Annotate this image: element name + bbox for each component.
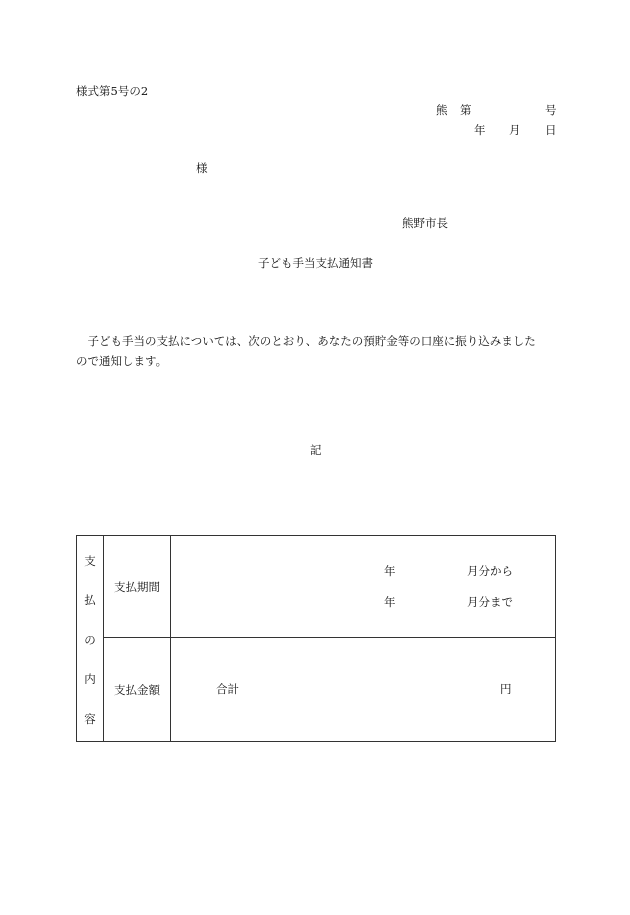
amount-value-cell <box>171 638 556 742</box>
section-char: の <box>84 632 96 647</box>
section-char: 内 <box>84 672 96 687</box>
doc-number-go: 号 <box>545 103 557 117</box>
period-from-year: 年 <box>384 564 396 578</box>
document-title: 子ども手当支払通知書 <box>258 256 373 270</box>
payment-details-table <box>76 535 556 742</box>
doc-number-prefix: 熊 <box>436 103 448 117</box>
form-number: 様式第5号の2 <box>76 84 149 98</box>
body-line-1: 子ども手当の支払については、次のとおり、あなたの預貯金等の口座に振り込みました <box>87 334 536 348</box>
body-line-2: ので通知します。 <box>76 354 168 368</box>
date-year: 年 <box>474 123 486 137</box>
section-char: 払 <box>84 593 96 608</box>
section-label-vertical <box>77 542 103 736</box>
ki-heading: 記 <box>310 443 322 457</box>
amount-total-label: 合計 <box>216 682 239 696</box>
period-to-month: 月分まで <box>467 595 513 609</box>
section-char: 支 <box>84 553 96 568</box>
body-paragraph <box>76 331 560 371</box>
period-from-month: 月分から <box>467 564 513 578</box>
section-char: 容 <box>84 712 96 726</box>
doc-number-dai: 第 <box>460 103 472 117</box>
date-month: 月 <box>509 123 521 137</box>
period-to-year: 年 <box>384 595 396 609</box>
period-value-cell <box>171 536 556 638</box>
amount-unit: 円 <box>500 682 512 696</box>
period-label: 支払期間 <box>104 536 171 638</box>
sender-name: 熊野市長 <box>402 216 448 230</box>
date-day: 日 <box>545 123 557 137</box>
section-label-cell <box>77 536 104 742</box>
addressee-honorific: 様 <box>196 161 208 175</box>
amount-label: 支払金額 <box>104 638 171 742</box>
